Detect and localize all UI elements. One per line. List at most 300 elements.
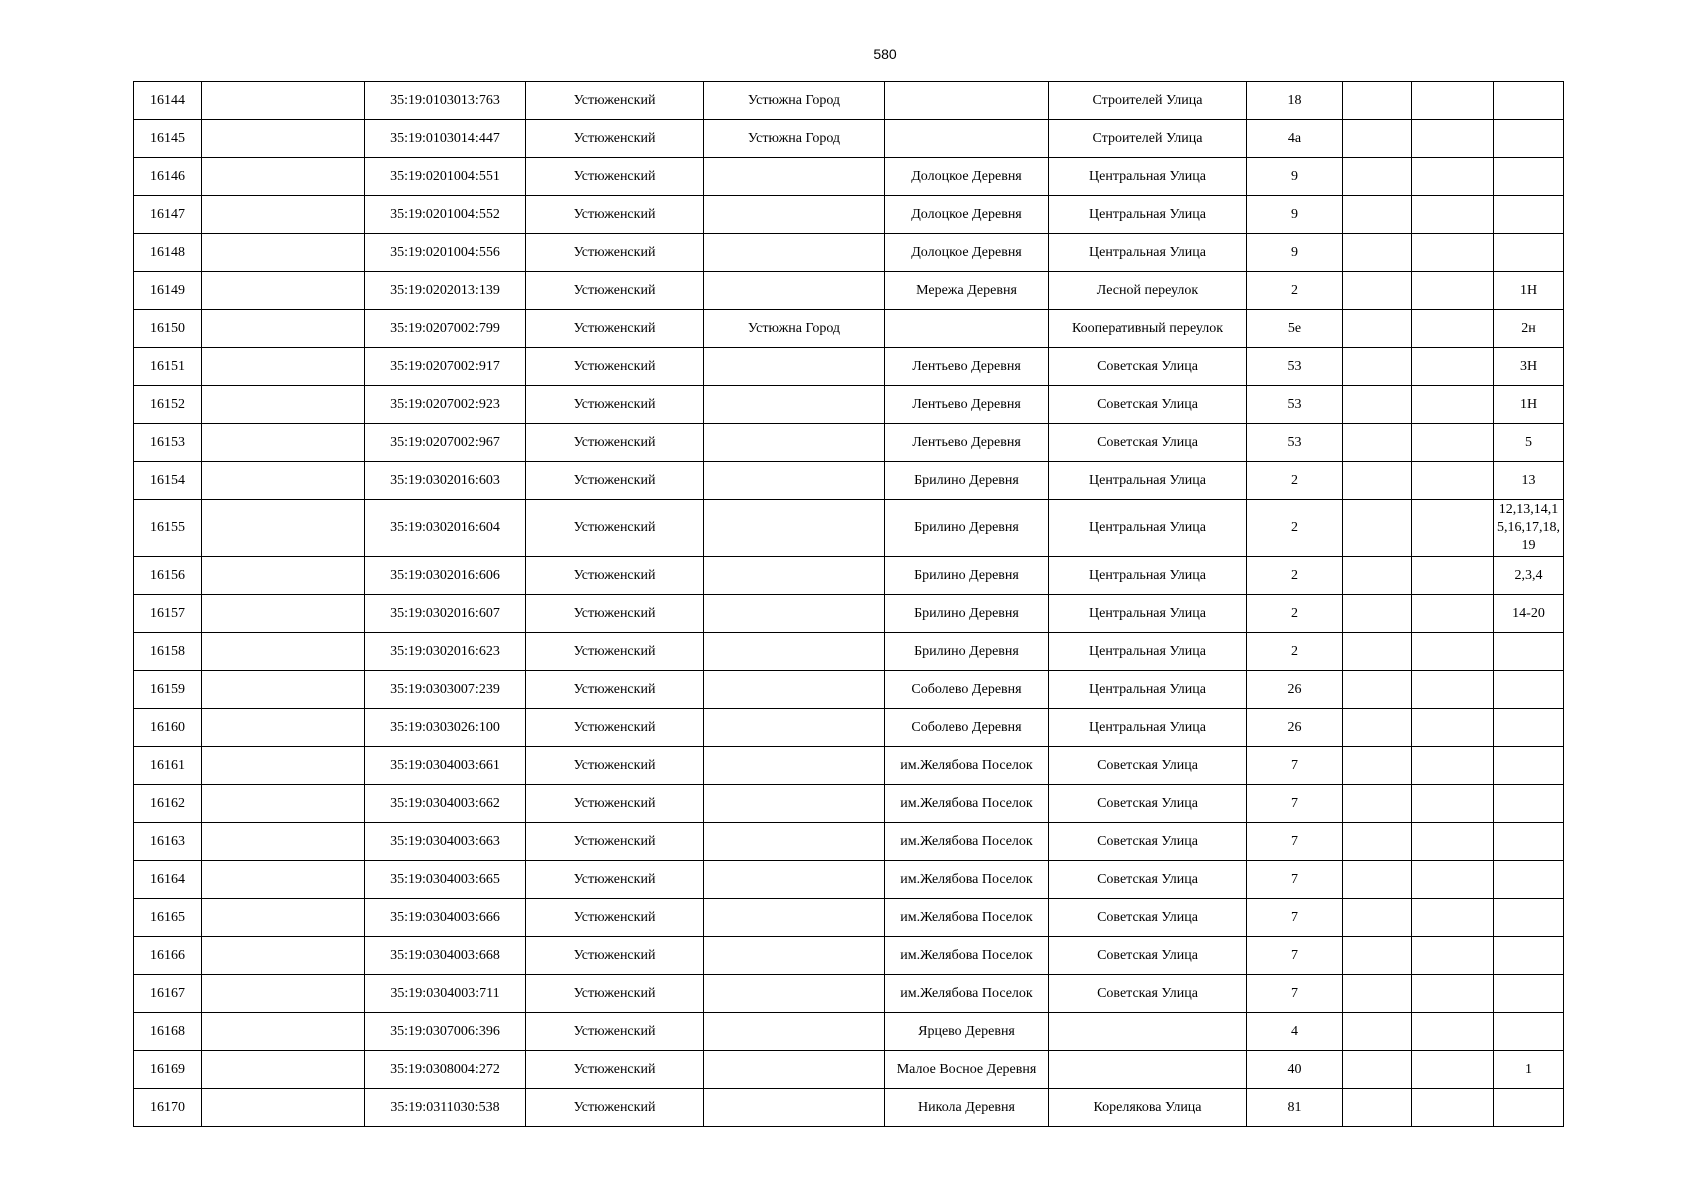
premises-cell [1494, 120, 1564, 158]
district-cell: Устюженский [526, 234, 704, 272]
table-row [134, 861, 1564, 899]
city-cell [704, 1013, 885, 1051]
row-number-cell: 16155 [134, 500, 202, 557]
district-cell: Устюженский [526, 500, 704, 557]
house-cell: 5е [1247, 310, 1343, 348]
blank-cell [1412, 272, 1494, 310]
premises-cell: 2н [1494, 310, 1564, 348]
blank-cell [1412, 747, 1494, 785]
row-number-cell: 16146 [134, 158, 202, 196]
settlement-cell: Долоцкое Деревня [885, 234, 1049, 272]
cadastral-number-cell: 35:19:0308004:272 [365, 1051, 526, 1089]
table-row [134, 348, 1564, 386]
house-cell: 7 [1247, 899, 1343, 937]
city-cell [704, 899, 885, 937]
premises-cell [1494, 823, 1564, 861]
street-cell: Советская Улица [1049, 861, 1247, 899]
row-number-cell: 16167 [134, 975, 202, 1013]
settlement-cell: им.Желябова Поселок [885, 785, 1049, 823]
row-number-cell: 16147 [134, 196, 202, 234]
blank-cell [1343, 196, 1412, 234]
settlement-cell: Брилино Деревня [885, 595, 1049, 633]
street-cell: Центральная Улица [1049, 500, 1247, 557]
blank-cell [1412, 937, 1494, 975]
premises-cell: 12,13,14,15,16,17,18,19 [1494, 500, 1564, 557]
row-number-cell: 16165 [134, 899, 202, 937]
street-cell: Советская Улица [1049, 899, 1247, 937]
city-cell [704, 348, 885, 386]
premises-cell [1494, 1013, 1564, 1051]
settlement-cell: им.Желябова Поселок [885, 823, 1049, 861]
city-cell [704, 861, 885, 899]
blank-cell [1343, 899, 1412, 937]
settlement-cell [885, 120, 1049, 158]
blank-cell [202, 937, 365, 975]
premises-cell: 2,3,4 [1494, 557, 1564, 595]
house-cell: 26 [1247, 671, 1343, 709]
city-cell [704, 462, 885, 500]
house-cell: 7 [1247, 747, 1343, 785]
cadastral-number-cell: 35:19:0103014:447 [365, 120, 526, 158]
city-cell [704, 975, 885, 1013]
street-cell: Центральная Улица [1049, 633, 1247, 671]
cadastral-number-cell: 35:19:0201004:551 [365, 158, 526, 196]
street-cell: Центральная Улица [1049, 671, 1247, 709]
table-row [134, 234, 1564, 272]
table-row [134, 500, 1564, 557]
house-cell: 4а [1247, 120, 1343, 158]
blank-cell [202, 310, 365, 348]
street-cell: Центральная Улица [1049, 557, 1247, 595]
blank-cell [202, 595, 365, 633]
cadastral-number-cell: 35:19:0304003:661 [365, 747, 526, 785]
blank-cell [1343, 671, 1412, 709]
cadastral-number-cell: 35:19:0207002:799 [365, 310, 526, 348]
blank-cell [202, 1013, 365, 1051]
blank-cell [202, 500, 365, 557]
settlement-cell: Малое Восное Деревня [885, 1051, 1049, 1089]
cadastral-number-cell: 35:19:0304003:666 [365, 899, 526, 937]
table-row [134, 671, 1564, 709]
settlement-cell [885, 82, 1049, 120]
blank-cell [1343, 595, 1412, 633]
row-number-cell: 16166 [134, 937, 202, 975]
city-cell [704, 196, 885, 234]
street-cell: Лесной переулок [1049, 272, 1247, 310]
street-cell: Советская Улица [1049, 747, 1247, 785]
street-cell [1049, 1013, 1247, 1051]
settlement-cell: Лентьево Деревня [885, 424, 1049, 462]
city-cell [704, 709, 885, 747]
blank-cell [202, 272, 365, 310]
district-cell: Устюженский [526, 158, 704, 196]
table-row [134, 595, 1564, 633]
table-row [134, 1051, 1564, 1089]
house-cell: 7 [1247, 975, 1343, 1013]
row-number-cell: 16158 [134, 633, 202, 671]
settlement-cell: Никола Деревня [885, 1089, 1049, 1127]
cadastral-number-cell: 35:19:0304003:668 [365, 937, 526, 975]
blank-cell [1343, 158, 1412, 196]
city-cell [704, 785, 885, 823]
blank-cell [1343, 975, 1412, 1013]
registry-table [133, 81, 1564, 1127]
blank-cell [202, 348, 365, 386]
street-cell: Центральная Улица [1049, 234, 1247, 272]
settlement-cell [885, 310, 1049, 348]
district-cell: Устюженский [526, 120, 704, 158]
city-cell [704, 671, 885, 709]
blank-cell [202, 462, 365, 500]
house-cell: 26 [1247, 709, 1343, 747]
blank-cell [1412, 196, 1494, 234]
row-number-cell: 16144 [134, 82, 202, 120]
cadastral-number-cell: 35:19:0103013:763 [365, 82, 526, 120]
premises-cell [1494, 937, 1564, 975]
blank-cell [1412, 1051, 1494, 1089]
row-number-cell: 16148 [134, 234, 202, 272]
blank-cell [1343, 386, 1412, 424]
premises-cell [1494, 234, 1564, 272]
city-cell [704, 557, 885, 595]
blank-cell [1412, 386, 1494, 424]
cadastral-number-cell: 35:19:0302016:606 [365, 557, 526, 595]
blank-cell [1412, 1013, 1494, 1051]
house-cell: 53 [1247, 424, 1343, 462]
blank-cell [1343, 82, 1412, 120]
table-row [134, 709, 1564, 747]
cadastral-number-cell: 35:19:0311030:538 [365, 1089, 526, 1127]
blank-cell [1343, 234, 1412, 272]
cadastral-number-cell: 35:19:0201004:552 [365, 196, 526, 234]
blank-cell [1412, 462, 1494, 500]
blank-cell [1343, 747, 1412, 785]
table-row [134, 975, 1564, 1013]
district-cell: Устюженский [526, 1089, 704, 1127]
district-cell: Устюженский [526, 785, 704, 823]
table-row [134, 899, 1564, 937]
row-number-cell: 16168 [134, 1013, 202, 1051]
street-cell: Советская Улица [1049, 785, 1247, 823]
blank-cell [1412, 671, 1494, 709]
premises-cell [1494, 196, 1564, 234]
district-cell: Устюженский [526, 975, 704, 1013]
street-cell: Центральная Улица [1049, 709, 1247, 747]
cadastral-number-cell: 35:19:0302016:607 [365, 595, 526, 633]
district-cell: Устюженский [526, 633, 704, 671]
cadastral-number-cell: 35:19:0202013:139 [365, 272, 526, 310]
street-cell: Центральная Улица [1049, 158, 1247, 196]
blank-cell [202, 158, 365, 196]
city-cell [704, 823, 885, 861]
house-cell: 7 [1247, 861, 1343, 899]
premises-cell: 1 [1494, 1051, 1564, 1089]
row-number-cell: 16154 [134, 462, 202, 500]
district-cell: Устюженский [526, 899, 704, 937]
street-cell: Советская Улица [1049, 386, 1247, 424]
blank-cell [1343, 272, 1412, 310]
city-cell: Устюжна Город [704, 310, 885, 348]
blank-cell [1343, 823, 1412, 861]
blank-cell [1412, 348, 1494, 386]
house-cell: 4 [1247, 1013, 1343, 1051]
table-row [134, 424, 1564, 462]
table-row [134, 937, 1564, 975]
blank-cell [1412, 424, 1494, 462]
blank-cell [202, 424, 365, 462]
settlement-cell: Лентьево Деревня [885, 386, 1049, 424]
blank-cell [1412, 234, 1494, 272]
house-cell: 81 [1247, 1089, 1343, 1127]
street-cell: Советская Улица [1049, 823, 1247, 861]
table-row [134, 158, 1564, 196]
house-cell: 40 [1247, 1051, 1343, 1089]
settlement-cell: Соболево Деревня [885, 671, 1049, 709]
street-cell: Центральная Улица [1049, 595, 1247, 633]
table-row [134, 120, 1564, 158]
blank-cell [1412, 1089, 1494, 1127]
cadastral-number-cell: 35:19:0207002:923 [365, 386, 526, 424]
premises-cell [1494, 1089, 1564, 1127]
blank-cell [1412, 120, 1494, 158]
blank-cell [202, 823, 365, 861]
blank-cell [1343, 937, 1412, 975]
blank-cell [202, 785, 365, 823]
district-cell: Устюженский [526, 348, 704, 386]
house-cell: 9 [1247, 158, 1343, 196]
settlement-cell: Брилино Деревня [885, 500, 1049, 557]
district-cell: Устюженский [526, 424, 704, 462]
premises-cell: 1Н [1494, 272, 1564, 310]
table-row [134, 633, 1564, 671]
district-cell: Устюженский [526, 386, 704, 424]
blank-cell [202, 1051, 365, 1089]
blank-cell [202, 196, 365, 234]
row-number-cell: 16159 [134, 671, 202, 709]
district-cell: Устюженский [526, 747, 704, 785]
blank-cell [1343, 1013, 1412, 1051]
premises-cell [1494, 747, 1564, 785]
table-row [134, 1013, 1564, 1051]
blank-cell [1343, 861, 1412, 899]
street-cell: Строителей Улица [1049, 82, 1247, 120]
table-row [134, 747, 1564, 785]
premises-cell: 14-20 [1494, 595, 1564, 633]
row-number-cell: 16164 [134, 861, 202, 899]
settlement-cell: Брилино Деревня [885, 462, 1049, 500]
district-cell: Устюженский [526, 709, 704, 747]
premises-cell: 5 [1494, 424, 1564, 462]
row-number-cell: 16161 [134, 747, 202, 785]
street-cell: Советская Улица [1049, 937, 1247, 975]
house-cell: 53 [1247, 386, 1343, 424]
row-number-cell: 16145 [134, 120, 202, 158]
city-cell [704, 937, 885, 975]
blank-cell [1412, 82, 1494, 120]
city-cell [704, 272, 885, 310]
district-cell: Устюженский [526, 310, 704, 348]
city-cell [704, 747, 885, 785]
district-cell: Устюженский [526, 272, 704, 310]
cadastral-number-cell: 35:19:0304003:663 [365, 823, 526, 861]
district-cell: Устюженский [526, 1051, 704, 1089]
cadastral-number-cell: 35:19:0207002:967 [365, 424, 526, 462]
table-row [134, 823, 1564, 861]
house-cell: 2 [1247, 595, 1343, 633]
blank-cell [1412, 785, 1494, 823]
row-number-cell: 16160 [134, 709, 202, 747]
blank-cell [1343, 120, 1412, 158]
blank-cell [1343, 500, 1412, 557]
page-number: 580 [873, 46, 897, 62]
blank-cell [1412, 899, 1494, 937]
house-cell: 7 [1247, 937, 1343, 975]
premises-cell: 3Н [1494, 348, 1564, 386]
settlement-cell: Долоцкое Деревня [885, 158, 1049, 196]
blank-cell [1343, 709, 1412, 747]
city-cell [704, 595, 885, 633]
district-cell: Устюженский [526, 823, 704, 861]
blank-cell [1412, 823, 1494, 861]
settlement-cell: им.Желябова Поселок [885, 747, 1049, 785]
blank-cell [1412, 310, 1494, 348]
street-cell: Центральная Улица [1049, 462, 1247, 500]
row-number-cell: 16150 [134, 310, 202, 348]
blank-cell [1343, 785, 1412, 823]
blank-cell [1412, 158, 1494, 196]
house-cell: 2 [1247, 272, 1343, 310]
district-cell: Устюженский [526, 82, 704, 120]
blank-cell [202, 120, 365, 158]
blank-cell [202, 386, 365, 424]
blank-cell [1412, 557, 1494, 595]
settlement-cell: Ярцево Деревня [885, 1013, 1049, 1051]
district-cell: Устюженский [526, 861, 704, 899]
blank-cell [202, 557, 365, 595]
row-number-cell: 16152 [134, 386, 202, 424]
table-row [134, 785, 1564, 823]
settlement-cell: Мережа Деревня [885, 272, 1049, 310]
cadastral-number-cell: 35:19:0302016:604 [365, 500, 526, 557]
street-cell [1049, 1051, 1247, 1089]
blank-cell [1343, 1051, 1412, 1089]
street-cell: Советская Улица [1049, 348, 1247, 386]
table-row [134, 310, 1564, 348]
table-row [134, 557, 1564, 595]
blank-cell [1343, 310, 1412, 348]
district-cell: Устюженский [526, 937, 704, 975]
premises-cell [1494, 861, 1564, 899]
row-number-cell: 16157 [134, 595, 202, 633]
street-cell: Советская Улица [1049, 424, 1247, 462]
street-cell: Корелякова Улица [1049, 1089, 1247, 1127]
blank-cell [202, 709, 365, 747]
blank-cell [1343, 633, 1412, 671]
settlement-cell: им.Желябова Поселок [885, 861, 1049, 899]
district-cell: Устюженский [526, 671, 704, 709]
street-cell: Советская Улица [1049, 975, 1247, 1013]
premises-cell [1494, 785, 1564, 823]
premises-cell [1494, 709, 1564, 747]
blank-cell [202, 899, 365, 937]
cadastral-number-cell: 35:19:0302016:603 [365, 462, 526, 500]
settlement-cell: Брилино Деревня [885, 557, 1049, 595]
blank-cell [202, 747, 365, 785]
premises-cell [1494, 158, 1564, 196]
cadastral-number-cell: 35:19:0302016:623 [365, 633, 526, 671]
cadastral-number-cell: 35:19:0304003:711 [365, 975, 526, 1013]
blank-cell [1343, 1089, 1412, 1127]
district-cell: Устюженский [526, 196, 704, 234]
district-cell: Устюженский [526, 595, 704, 633]
district-cell: Устюженский [526, 557, 704, 595]
premises-cell: 13 [1494, 462, 1564, 500]
table-row [134, 386, 1564, 424]
settlement-cell: им.Желябова Поселок [885, 937, 1049, 975]
blank-cell [202, 1089, 365, 1127]
house-cell: 53 [1247, 348, 1343, 386]
blank-cell [1343, 557, 1412, 595]
street-cell: Центральная Улица [1049, 196, 1247, 234]
blank-cell [1412, 709, 1494, 747]
blank-cell [202, 671, 365, 709]
premises-cell [1494, 633, 1564, 671]
blank-cell [202, 975, 365, 1013]
settlement-cell: Лентьево Деревня [885, 348, 1049, 386]
premises-cell [1494, 899, 1564, 937]
cadastral-number-cell: 35:19:0304003:665 [365, 861, 526, 899]
settlement-cell: Долоцкое Деревня [885, 196, 1049, 234]
settlement-cell: Соболево Деревня [885, 709, 1049, 747]
blank-cell [202, 82, 365, 120]
house-cell: 7 [1247, 823, 1343, 861]
blank-cell [1343, 462, 1412, 500]
city-cell [704, 386, 885, 424]
street-cell: Строителей Улица [1049, 120, 1247, 158]
street-cell: Кооперативный переулок [1049, 310, 1247, 348]
table-body [134, 82, 1564, 1127]
row-number-cell: 16156 [134, 557, 202, 595]
row-number-cell: 16151 [134, 348, 202, 386]
city-cell [704, 1089, 885, 1127]
blank-cell [1343, 424, 1412, 462]
settlement-cell: Брилино Деревня [885, 633, 1049, 671]
cadastral-number-cell: 35:19:0307006:396 [365, 1013, 526, 1051]
row-number-cell: 16153 [134, 424, 202, 462]
house-cell: 9 [1247, 234, 1343, 272]
table-row [134, 196, 1564, 234]
city-cell: Устюжна Город [704, 82, 885, 120]
blank-cell [202, 234, 365, 272]
table-row [134, 462, 1564, 500]
row-number-cell: 16162 [134, 785, 202, 823]
city-cell [704, 424, 885, 462]
city-cell [704, 158, 885, 196]
table-row [134, 1089, 1564, 1127]
city-cell: Устюжна Город [704, 120, 885, 158]
blank-cell [202, 861, 365, 899]
blank-cell [202, 633, 365, 671]
blank-cell [1412, 500, 1494, 557]
district-cell: Устюженский [526, 462, 704, 500]
house-cell: 2 [1247, 633, 1343, 671]
house-cell: 18 [1247, 82, 1343, 120]
cadastral-number-cell: 35:19:0303007:239 [365, 671, 526, 709]
settlement-cell: им.Желябова Поселок [885, 975, 1049, 1013]
premises-cell: 1Н [1494, 386, 1564, 424]
row-number-cell: 16169 [134, 1051, 202, 1089]
blank-cell [1412, 861, 1494, 899]
